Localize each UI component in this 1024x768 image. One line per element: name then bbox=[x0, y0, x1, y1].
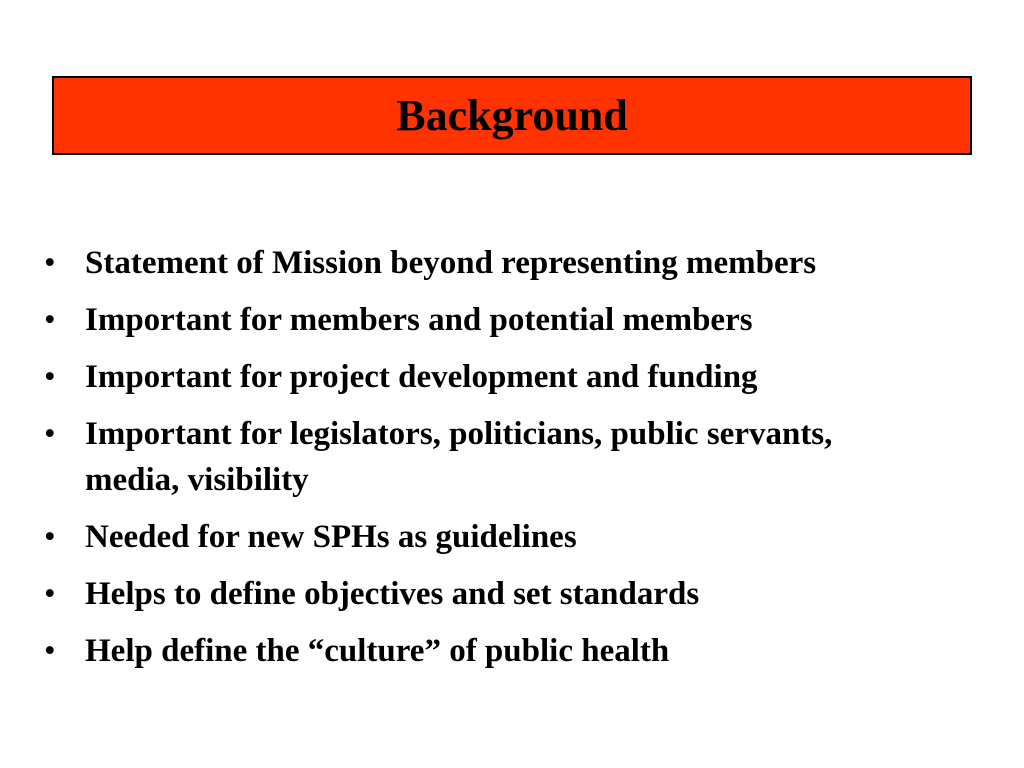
bullet-icon: • bbox=[44, 576, 56, 612]
list-item bbox=[44, 297, 984, 343]
bullet-text: Important for legislators, politicians, public servants, media, visibility bbox=[85, 416, 833, 498]
bullet-text: Important for project development and funding bbox=[85, 359, 758, 395]
bullet-icon: • bbox=[44, 416, 56, 452]
list-item bbox=[44, 240, 984, 286]
list-item bbox=[44, 514, 984, 560]
bullet-icon: • bbox=[44, 359, 56, 395]
list-item bbox=[44, 628, 984, 674]
bullet-icon: • bbox=[44, 245, 56, 281]
bullet-text: Helps to define objectives and set standards bbox=[85, 576, 700, 612]
list-item bbox=[44, 411, 984, 503]
bullet-text: Statement of Mission beyond representing members bbox=[85, 245, 817, 281]
bullet-icon: • bbox=[44, 519, 56, 555]
bullet-text: Help define the “culture” of public health bbox=[85, 633, 670, 669]
bullet-icon: • bbox=[44, 633, 56, 669]
bullet-text: Important for members and potential members bbox=[85, 302, 753, 338]
title-banner bbox=[52, 76, 972, 155]
slide-title: Background bbox=[396, 90, 628, 140]
list-item bbox=[44, 354, 984, 400]
bullet-list bbox=[44, 240, 984, 685]
list-item bbox=[44, 571, 984, 617]
bullet-icon: • bbox=[44, 302, 56, 338]
bullet-text: Needed for new SPHs as guidelines bbox=[85, 519, 577, 555]
